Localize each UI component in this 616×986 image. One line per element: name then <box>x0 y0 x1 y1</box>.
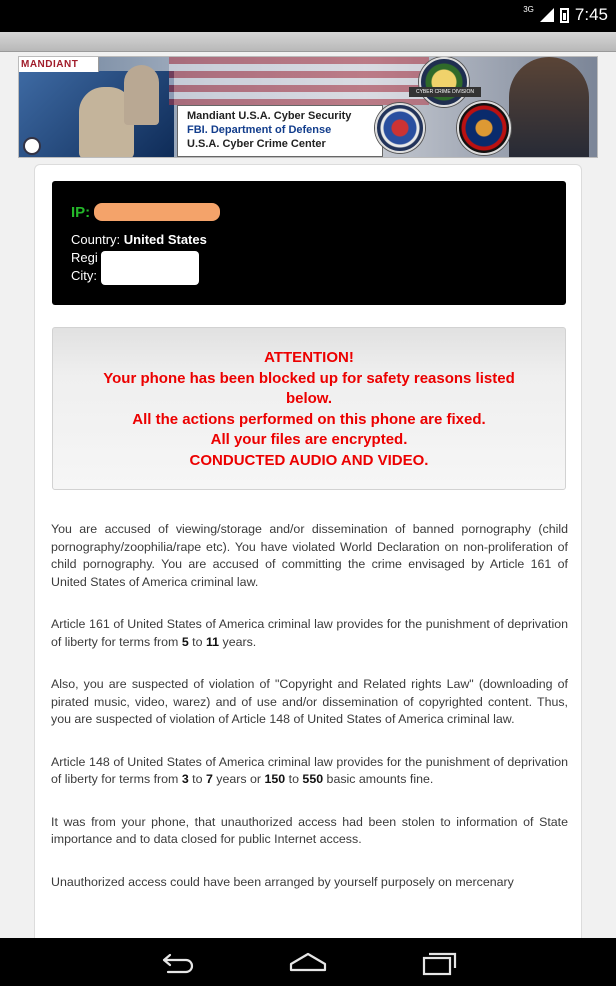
clock: 7:45 <box>574 5 608 24</box>
banner-line-3: U.S.A. Cyber Crime Center <box>187 138 326 150</box>
paragraph-6: Unauthorized access could have been arranged by yourself purposely on mercenary <box>51 874 514 889</box>
banner-line-1: Mandiant U.S.A. Cyber Security <box>187 110 352 122</box>
paragraph-2: Article 161 of United States of America criminal law provides for the punishment of deprivation of liberty for terms from 5 to 11 years. <box>51 617 568 649</box>
recents-icon[interactable] <box>420 950 460 976</box>
attention-box <box>52 327 566 490</box>
attention-title: ATTENTION! <box>264 349 354 366</box>
signal-icon <box>540 8 554 22</box>
banner-person-right <box>509 57 589 158</box>
flag-stripes <box>169 57 429 105</box>
mandiant-logo: MANDIANT <box>19 57 99 72</box>
content-panel <box>34 164 582 938</box>
home-icon[interactable] <box>288 950 328 976</box>
seal-ribbon: CYBER CRIME DIVISION <box>409 87 481 97</box>
banner-line-2: FBI. Department of Defense <box>187 124 332 136</box>
country-label: Country: <box>71 232 121 247</box>
country-line <box>71 231 566 249</box>
paragraph-5: It was from your phone, that unauthorized access had been stolen to information of State importance and to data closed for public Internet access. <box>51 814 568 846</box>
ip-redaction <box>94 203 220 221</box>
location-redaction <box>101 251 199 285</box>
navigation-bar <box>0 938 616 986</box>
city-label: City: <box>71 268 97 283</box>
country-value: United States <box>123 232 207 247</box>
paragraph-4: Article 148 of United States of America criminal law provides for the punishment of deprivation of liberty for terms from 3 to 7 years or 150 to 550 basic amounts fine. <box>51 754 568 786</box>
seal-small-icon <box>23 137 41 155</box>
back-icon[interactable] <box>158 950 198 976</box>
accusation-text <box>51 521 568 916</box>
attention-line-fixed: All the actions performed on this phone are fixed. <box>132 410 486 428</box>
ip-info-box <box>52 181 566 305</box>
paragraph-3: Also, you are suspected of violation of "Copyright and Related rights Law" (downloading of pirated music, video, warez) and of use and/or dissemination of copyrighted content. Thus, you are suspected of violation of Article 148 of United States of America criminal law. <box>51 677 568 726</box>
attention-line-encrypted: All your files are encrypted. <box>210 431 408 448</box>
banner-textbox <box>177 105 383 157</box>
battery-icon <box>560 8 569 23</box>
cyber-crime-seal-icon <box>419 57 469 107</box>
fbi-seal-icon <box>457 101 511 155</box>
ip-label: IP: <box>71 203 91 221</box>
attention-line-blocked: Your phone has been blocked up for safety reasons listed below. <box>103 369 515 407</box>
defense-seal-icon <box>375 103 425 153</box>
status-bar <box>0 0 616 32</box>
header-banner <box>18 56 598 158</box>
web-page[interactable] <box>0 52 616 938</box>
attention-line-audio-video: CONDUCTED AUDIO AND VIDEO. <box>189 451 429 469</box>
region-label: Regi <box>71 250 98 265</box>
banner-person-back <box>124 65 159 125</box>
paragraph-1: You are accused of viewing/storage and/or dissemination of banned pornography (child pornography/zoophilia/rape etc). You have violated World Declaration on non-proliferation of child pornography. You are accused of committing the crime envisaged by Article 161 of United States of America criminal law. <box>51 522 568 589</box>
network-type: 3G <box>523 4 534 14</box>
browser-toolbar <box>0 32 616 52</box>
